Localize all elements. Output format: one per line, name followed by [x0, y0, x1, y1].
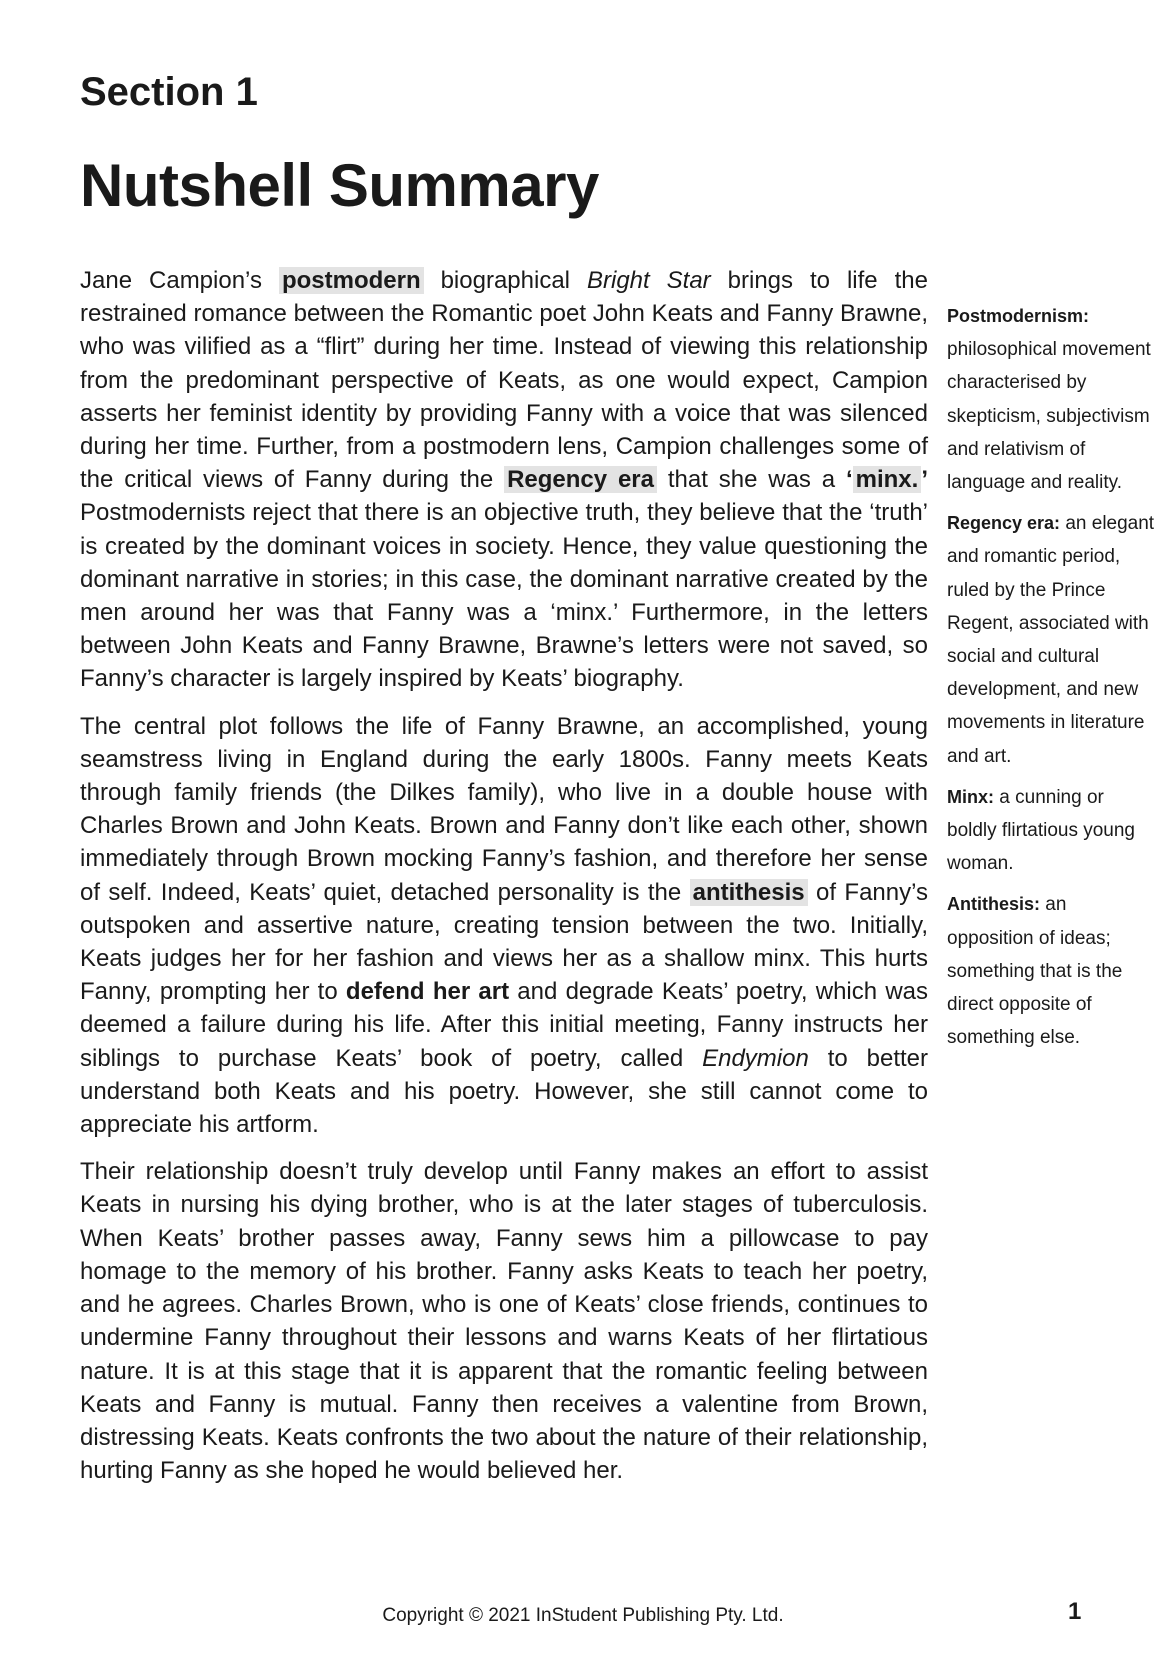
- text-run: and degrade Keats’ poetry, which was deemed a failure during his life. After this initial meeting, Fanny instructs her siblings to purchase Keats’ book of poetry, called: [80, 978, 928, 1072]
- text-run: brings to life the restrained romance between the Romantic poet John Keats and Fanny Brawne, who was vilified as a “flirt” during her time. Instead of viewing this relationship from the predominant perspective of Keats, as one would expect, Campion asserts her feminist identity by providing Fanny with a voice that was silenced during her time. Further, from a postmodern lens, Campion challenges some of the critical views of Fanny during the: [80, 267, 928, 494]
- glossary-entry: [947, 300, 1157, 499]
- glossary-definition: a cunning or boldly flirtatious young woman.: [947, 786, 1135, 875]
- title-text: Bright Star: [586, 267, 711, 294]
- page-title: Nutshell Summary: [80, 152, 599, 219]
- text-run: Jane Campion’s: [80, 267, 279, 294]
- key-term: antithesis: [690, 879, 808, 906]
- glossary-entry: [947, 888, 1157, 1054]
- glossary-term: Postmodernism:: [947, 306, 1090, 326]
- bold-text: defend her art: [345, 978, 510, 1006]
- text-run: Their relationship doesn’t truly develop until Fanny makes an effort to assist Keats in nursing his dying brother, who is at the later stages of tuberculosis. When Keats’ brother passes away, Fanny sews him a pillowcase to pay homage to the memory of his brother. Fanny asks Keats to teach her poetry, and he agrees. Charles Brown, who is one of Keats’ close friends, continues to undermine Fanny throughout their lessons and warns Keats of her flirtatious nature. It is at this stage that it is apparent that the romantic feeling between Keats and Fanny is mutual. Fanny then receives a valentine from Brown, distressing Keats. Keats confronts the two about the nature of their relationship, hurting Fanny as she hoped he would believed her.: [80, 1158, 928, 1485]
- copyright-footer: Copyright © 2021 InStudent Publishing Pty. Ltd.: [382, 1605, 784, 1626]
- summary-paragraph: [80, 1155, 928, 1487]
- page-number: 1: [1068, 1598, 1082, 1625]
- key-term: Regency era: [504, 466, 657, 493]
- glossary-term: Antithesis:: [947, 894, 1041, 915]
- summary-paragraph: [80, 710, 928, 1142]
- glossary-sidebar: [947, 300, 1157, 1062]
- summary-text: [80, 264, 928, 1501]
- glossary-entry: [947, 507, 1157, 773]
- key-term: postmodern: [279, 267, 424, 294]
- text-run: of Fanny’s outspoken and assertive nature, creating tension between the two. Initially, Keats judges her for her fashion and views her as a shallow minx. This hurts Fanny, prompting her to: [80, 878, 929, 1006]
- text-run: biographical: [423, 267, 587, 294]
- glossary-definition: an elegant and romantic period, ruled by the Prince Regent, associated with social and cultural development, and new movements in literature and art.: [947, 513, 1155, 767]
- text-run: Postmodernists reject that there is an objective truth, they believe that the ‘truth’ is created by the dominant voices in society. Hence, they value questioning the dominant narrative in stories; in this case, the dominant narrative created by the men around her was that Fanny was a ‘minx.’ Furthermore, in the letters between John Keats and Fanny Brawne, Brawne’s letters were not saved, so Fanny’s character is largely inspired by Keats’ biography.: [80, 499, 928, 693]
- text-run: The central plot follows the life of Fanny Brawne, an accomplished, young seamstress living in England during the early 1800s. Fanny meets Keats through family friends (the Dilkes family), who live in a double house with Charles Brown and John Keats. Brown and Fanny don’t like each other, shown immediately through Brown mocking Fanny’s fashion, and therefore her sense of self. Indeed, Keats’ quiet, detached personality is the: [80, 712, 928, 906]
- title-text: Endymion: [702, 1044, 809, 1072]
- bold-text: ‘: [845, 466, 853, 494]
- glossary-entry: [947, 781, 1157, 881]
- key-term: minx.: [853, 466, 922, 493]
- glossary-definition: an opposition of ideas; something that is the direct opposite of something else.: [947, 894, 1123, 1049]
- summary-paragraph: [80, 264, 928, 696]
- section-label: Section 1: [80, 70, 258, 114]
- glossary-term: Minx:: [947, 786, 994, 807]
- bold-text: ’: [921, 466, 928, 494]
- text-run: to better understand both Keats and his poetry. However, she still cannot come to appreciate his artform.: [80, 1044, 928, 1139]
- glossary-definition: philosophical movement characterised by skepticism, subjectivism and relativism of language and reality.: [947, 339, 1151, 494]
- text-run: that she was a: [657, 466, 846, 494]
- glossary-term: Regency era:: [947, 513, 1061, 534]
